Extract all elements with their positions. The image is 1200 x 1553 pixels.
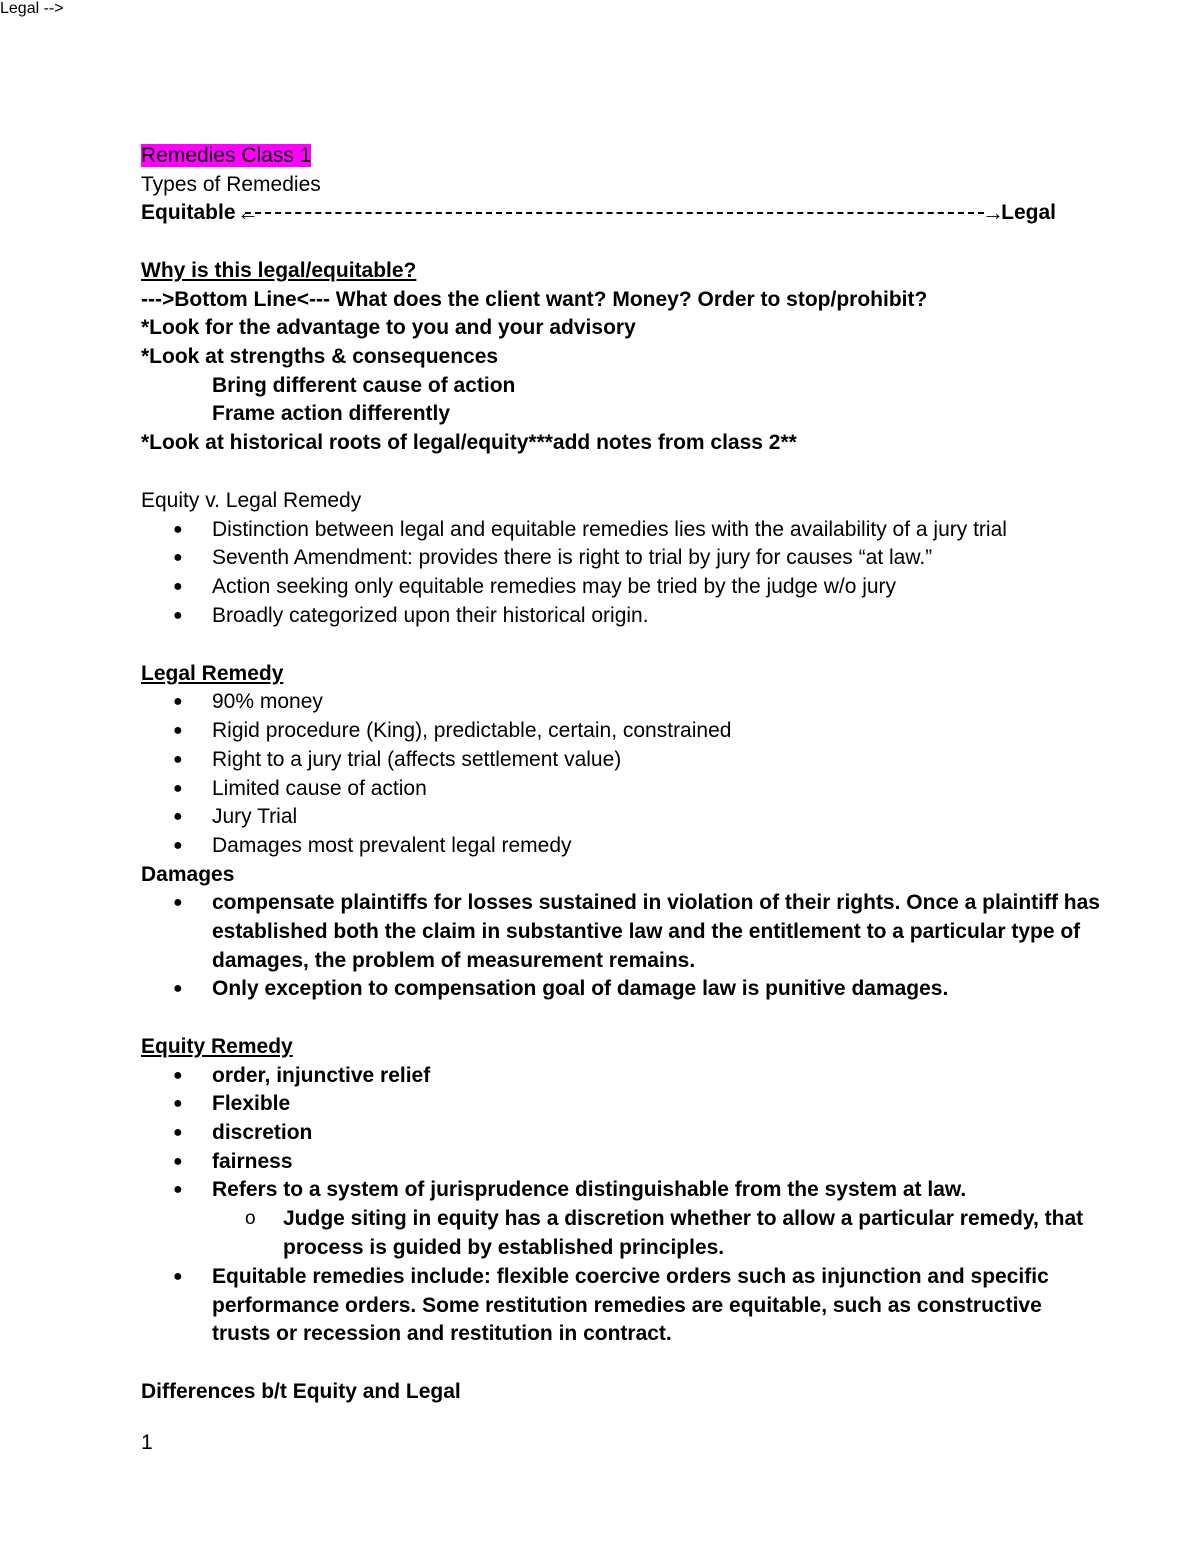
damages-item-line: Only exception to compensation goal of damage law is punitive damages. (212, 977, 949, 1000)
damages-item-line: compensate plaintiffs for losses sustained in violation of their rights. Once a plaintiff has (212, 891, 1100, 914)
document-title (141, 142, 311, 170)
dashed-line (245, 212, 984, 214)
left-arrow-icon: ← (237, 200, 259, 225)
legal-remedy-heading: Legal Remedy (141, 662, 284, 685)
legal-label: Legal (1001, 201, 1056, 224)
bullet-icon: ● (173, 693, 183, 710)
bullet-icon: ● (173, 1153, 183, 1170)
list-item: Refers to a system of jurisprudence distinguishable from the system at law. (212, 1178, 967, 1201)
list-item: Damages most prevalent legal remedy (212, 834, 572, 857)
look-historical: *Look at historical roots of legal/equity***add notes from class 2** (141, 431, 797, 454)
equity-v-legal-heading: Equity v. Legal Remedy (141, 489, 362, 512)
bullet-icon: ● (173, 549, 183, 566)
damages-item-line: established both the claim in substantive law and the entitlement to a particular type of (212, 920, 1081, 943)
list-item: Seventh Amendment: provides there is right to trial by jury for causes “at law.” (212, 546, 933, 569)
sub-frame-action: Frame action differently (212, 402, 451, 425)
bullet-icon: ● (173, 1124, 183, 1141)
sub-cause-of-action: Bring different cause of action (212, 374, 516, 397)
sub-item-line: process is guided by established principles. (283, 1236, 725, 1259)
equity-remedy-heading: Equity Remedy (141, 1035, 293, 1058)
bullet-icon: ● (173, 980, 183, 997)
list-item: Flexible (212, 1092, 291, 1115)
list-item-line: performance orders. Some restitution remedies are equitable, such as constructive (212, 1294, 1042, 1317)
differences-heading: Differences b/t Equity and Legal (141, 1380, 461, 1403)
bullet-icon: ● (173, 578, 183, 595)
bullet-icon: ● (173, 521, 183, 538)
sub-bullet-icon: o (245, 1208, 256, 1229)
bullet-icon: ● (173, 607, 183, 624)
bullet-icon: ● (173, 837, 183, 854)
list-item: Rigid procedure (King), predictable, certain, constrained (212, 719, 732, 742)
list-item: order, injunctive relief (212, 1064, 431, 1087)
bullet-icon: ● (173, 1095, 183, 1112)
bullet-icon: ● (173, 751, 183, 768)
damages-heading: Damages (141, 863, 235, 886)
equitable-label: Equitable (141, 201, 236, 224)
damages-item-line: damages, the problem of measurement remains. (212, 949, 696, 972)
list-item: Action seeking only equitable remedies may be tried by the judge w/o jury (212, 575, 897, 598)
list-item: fairness (212, 1150, 293, 1173)
bullet-icon: ● (173, 1181, 183, 1198)
document-page: Remedies Class 1 Types of Remedies Legal --> Equitable ← → Legal Why is this legal/equitable? --->Bottom Line<--- What does the client want? Money? Order to stop/prohibit? *Look for the advantage to you and your advisory *Look at strengths & consequences Bring different cause of action Frame action differently *Look at historical roots of legal/equity***add notes from class 2** Equity v. Legal Remedy ● Distinction between legal and equitable remedies lies with the availability of a jury trial ● Seventh Amendment: provides there is right to trial by jury for causes “at law.” ● Action seeking only equitable remedies may be tried by the judge w/o jury ● Broadly categorized upon their historical origin. Legal Remedy ● 90% money ● Rigid procedure (King), predictable, certain, constrained ● Right to a jury trial (affects settlement value) ● Limited cause of action ● Jury Trial ● Damages most prevalent legal remedy Damages ● compensate plaintiffs for losses sustained in violation of their rights. Once a plaintiff has established both the claim in substantive law and the entitlement to a particular type of damages, the problem of measurement remains. ● Only exception to compensation goal of damage law is punitive damages. Equity Remedy ● order, injunctive relief ● Flexible ● discretion ● fairness ● Refers to a system of jurisprudence distinguishable from the system at law. o Judge siting in equity has a discretion whether to allow a particular remedy, that process is guided by established principles. ● Equitable remedies include: flexible coercive orders such as injunction and specific performance orders. Some restitution remedies are equitable, such as constructive trusts or recession and restitution in contract. Differences b/t Equity and Legal 1 (0, 0, 1200, 1553)
list-item: Limited cause of action (212, 777, 427, 800)
look-advantage: *Look for the advantage to you and your advisory (141, 316, 636, 339)
list-item: Distinction between legal and equitable remedies lies with the availability of a jury trial (212, 518, 1007, 541)
title-highlight: Remedies Class 1 (141, 144, 312, 167)
subtitle: Types of Remedies (141, 173, 321, 196)
look-strengths: *Look at strengths & consequences (141, 345, 499, 368)
page-number: 1 (141, 1431, 153, 1454)
spectrum-arrow-row (141, 199, 1056, 227)
right-arrow-icon: → (982, 200, 1004, 225)
bullet-icon: ● (173, 1067, 183, 1084)
why-heading: Why is this legal/equitable? (141, 259, 417, 282)
list-item: Broadly categorized upon their historical origin. (212, 604, 649, 627)
bottom-line: --->Bottom Line<--- What does the client want? Money? Order to stop/prohibit? (141, 288, 928, 311)
bullet-icon: ● (173, 1268, 183, 1285)
bullet-icon: ● (173, 808, 183, 825)
list-item: Right to a jury trial (affects settlement value) (212, 748, 622, 771)
bullet-icon: ● (173, 894, 183, 911)
list-item: Jury Trial (212, 805, 298, 828)
list-item-line: Equitable remedies include: flexible coercive orders such as injunction and specific (212, 1265, 1049, 1288)
list-item-line: trusts or recession and restitution in contract. (212, 1322, 672, 1345)
bullet-icon: ● (173, 780, 183, 797)
sub-item-line: Judge siting in equity has a discretion whether to allow a particular remedy, that (283, 1207, 1084, 1230)
bullet-icon: ● (173, 722, 183, 739)
list-item: discretion (212, 1121, 313, 1144)
list-item: 90% money (212, 690, 323, 713)
